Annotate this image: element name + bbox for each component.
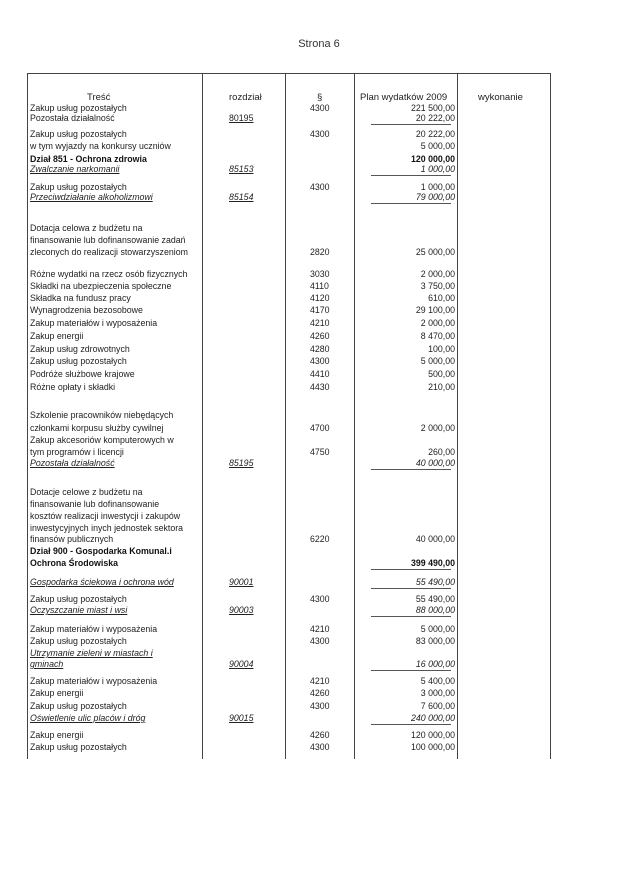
page-number: Strona 6 — [298, 38, 340, 50]
row-label: Zakup akcesoriów komputerowych w — [30, 435, 174, 445]
row-paragraph: 4280 — [310, 344, 330, 354]
row-paragraph: 4170 — [310, 305, 330, 315]
table-row — [27, 318, 551, 329]
row-amount: 1 000,00 — [420, 164, 455, 174]
row-section: 85153 — [229, 164, 254, 174]
table-row — [27, 499, 551, 510]
row-label: finansów publicznych — [30, 534, 114, 544]
row-amount: 8 470,00 — [420, 331, 455, 341]
row-paragraph: 4300 — [310, 742, 330, 752]
row-amount: 2 000,00 — [420, 318, 455, 328]
table-row — [27, 594, 551, 605]
table-row — [27, 247, 551, 258]
row-amount: 610,00 — [428, 293, 455, 303]
table-row — [27, 558, 551, 569]
row-amount: 100,00 — [428, 344, 455, 354]
table-row — [27, 164, 551, 175]
table-row — [27, 511, 551, 522]
row-amount: 120 000,00 — [410, 154, 455, 164]
table-row — [27, 281, 551, 292]
table-row — [27, 688, 551, 699]
row-paragraph: 4300 — [310, 182, 330, 192]
row-amount: 16 000,00 — [415, 659, 455, 669]
row-amount: 5 400,00 — [420, 676, 455, 686]
header-wykonanie: wykonanie — [478, 92, 523, 103]
table-row — [27, 369, 551, 380]
row-amount: 25 000,00 — [415, 247, 455, 257]
row-label: Składki na ubezpieczenia społeczne — [30, 281, 172, 291]
amount-underline — [371, 616, 451, 617]
row-paragraph: 6220 — [310, 534, 330, 544]
row-label: Zakup usług pozostałych — [30, 701, 127, 711]
row-label: Zwalczanie narkomanii — [30, 164, 120, 174]
table-row — [27, 344, 551, 355]
table-row — [27, 113, 551, 124]
row-amount: 5 000,00 — [420, 624, 455, 634]
row-label: Zakup energii — [30, 730, 84, 740]
header-paragraf: § — [317, 92, 323, 103]
row-label: Dział 851 - Ochrona zdrowia — [30, 154, 147, 164]
table-row — [27, 659, 551, 670]
row-paragraph: 4210 — [310, 624, 330, 634]
row-amount: 221 500,00 — [410, 103, 455, 113]
row-paragraph: 4300 — [310, 594, 330, 604]
table-row — [27, 293, 551, 304]
row-amount: 40 000,00 — [415, 458, 455, 468]
amount-underline — [371, 203, 451, 204]
row-section: 85154 — [229, 192, 254, 202]
row-paragraph: 4300 — [310, 356, 330, 366]
table-row — [27, 458, 551, 469]
row-paragraph: 4430 — [310, 382, 330, 392]
table-row — [27, 577, 551, 588]
table-row — [27, 331, 551, 342]
row-amount: 55 490,00 — [415, 577, 455, 587]
row-label: Zakup materiałów i wyposażenia — [30, 318, 158, 328]
row-label: Zakup usług pozostałych — [30, 129, 127, 139]
row-label: Zakup energii — [30, 688, 84, 698]
table-row — [27, 676, 551, 687]
table-row — [27, 534, 551, 545]
table-row — [27, 713, 551, 724]
row-amount: 260,00 — [428, 447, 455, 457]
row-label: zleconych do realizacji stowarzyszeniom — [30, 247, 188, 257]
table-row — [27, 192, 551, 203]
table-row — [27, 356, 551, 367]
row-label: Zakup usług zdrowotnych — [30, 344, 130, 354]
row-label: Pozostała działalność — [30, 113, 115, 123]
row-amount: 79 000,00 — [415, 192, 455, 202]
row-label: kosztów realizacji inwestycji i zakupów — [30, 511, 181, 521]
row-amount: 500,00 — [428, 369, 455, 379]
row-paragraph: 4120 — [310, 293, 330, 303]
row-amount: 40 000,00 — [415, 534, 455, 544]
row-label: Zakup materiałów i wyposażenia — [30, 624, 158, 634]
row-paragraph: 4260 — [310, 331, 330, 341]
row-paragraph: 4210 — [310, 676, 330, 686]
table-row — [27, 447, 551, 458]
amount-underline — [371, 469, 451, 470]
table-row — [27, 305, 551, 316]
row-label: Zakup energii — [30, 331, 84, 341]
row-amount: 1 000,00 — [420, 182, 455, 192]
header-rozdzial: rozdział — [229, 92, 262, 103]
table-row — [27, 546, 551, 557]
row-amount: 240 000,00 — [410, 713, 455, 723]
row-section: 90003 — [229, 605, 254, 615]
row-amount: 20 222,00 — [415, 129, 455, 139]
table-row — [27, 223, 551, 234]
row-amount: 88 000,00 — [415, 605, 455, 615]
row-paragraph: 4300 — [310, 103, 330, 113]
row-label: Utrzymanie zieleni w miastach i — [30, 648, 153, 658]
row-label: Przeciwdziałanie alkoholizmowi — [30, 192, 153, 202]
row-label: Szkolenie pracowników niebędących — [30, 410, 174, 420]
row-amount: 2 000,00 — [420, 269, 455, 279]
row-label: Podróże służbowe krajowe — [30, 369, 135, 379]
row-paragraph: 4410 — [310, 369, 330, 379]
table-row — [27, 648, 551, 659]
row-label: Wynagrodzenia bezosobowe — [30, 305, 143, 315]
table-row — [27, 701, 551, 712]
header-tresc: Treść — [87, 92, 111, 103]
row-amount: 3 750,00 — [420, 281, 455, 291]
amount-underline — [371, 670, 451, 671]
row-amount: 399 490,00 — [410, 558, 455, 568]
table-row — [27, 624, 551, 635]
row-label: Różne opłaty i składki — [30, 382, 116, 392]
row-label: Zakup usług pozostałych — [30, 594, 127, 604]
table-row — [27, 141, 551, 152]
row-label: Zakup materiałów i wyposażenia — [30, 676, 158, 686]
table-row — [27, 487, 551, 498]
row-paragraph: 2820 — [310, 247, 330, 257]
row-label: Dotacje celowe z budżetu na — [30, 487, 143, 497]
row-paragraph: 4300 — [310, 701, 330, 711]
row-amount: 5 000,00 — [420, 141, 455, 151]
row-label: Pozostała działalność — [30, 458, 115, 468]
table-row — [27, 410, 551, 421]
row-section: 85195 — [229, 458, 254, 468]
row-amount: 100 000,00 — [410, 742, 455, 752]
row-amount: 2 000,00 — [420, 423, 455, 433]
amount-underline — [371, 588, 451, 589]
row-label: gminach — [30, 659, 64, 669]
budget-table — [27, 73, 551, 759]
row-amount: 210,00 — [428, 382, 455, 392]
table-row — [27, 382, 551, 393]
row-section: 80195 — [229, 113, 254, 123]
table-row — [27, 742, 551, 753]
table-top-border — [27, 73, 551, 74]
row-label: członkami korpusu służby cywilnej — [30, 423, 164, 433]
row-paragraph: 4750 — [310, 447, 330, 457]
row-paragraph: 4700 — [310, 423, 330, 433]
row-amount: 83 000,00 — [415, 636, 455, 646]
row-section: 90004 — [229, 659, 254, 669]
row-label: Dotacja celowa z budżetu na — [30, 223, 143, 233]
table-row — [27, 423, 551, 434]
row-label: Zakup usług pozostałych — [30, 182, 127, 192]
row-label: Ochrona Środowiska — [30, 558, 118, 568]
row-label: Oczyszczanie miast i wsi — [30, 605, 128, 615]
row-paragraph: 4300 — [310, 636, 330, 646]
row-paragraph: 4210 — [310, 318, 330, 328]
table-row — [27, 730, 551, 741]
row-amount: 120 000,00 — [410, 730, 455, 740]
row-label: inwestycyjnych inych jednostek sektora — [30, 523, 184, 533]
row-label: Składka na fundusz pracy — [30, 293, 131, 303]
row-paragraph: 4260 — [310, 730, 330, 740]
row-section: 90015 — [229, 713, 254, 723]
table-row — [27, 523, 551, 534]
table-row — [27, 129, 551, 140]
header-plan: Plan wydatków 2009 — [360, 92, 448, 103]
row-label: Zakup usług pozostałych — [30, 636, 127, 646]
table-row — [27, 235, 551, 246]
row-label: Zakup usług pozostałych — [30, 356, 127, 366]
row-label: Zakup usług pozostałych — [30, 103, 127, 113]
row-label: Oświetlenie ulic placów i dróg — [30, 713, 146, 723]
row-paragraph: 4300 — [310, 129, 330, 139]
table-row — [27, 435, 551, 446]
row-amount: 55 490,00 — [415, 594, 455, 604]
row-label: tym programów i licencji — [30, 447, 124, 457]
row-label: Zakup usług pozostałych — [30, 742, 127, 752]
row-amount: 29 100,00 — [415, 305, 455, 315]
row-amount: 3 000,00 — [420, 688, 455, 698]
row-amount: 5 000,00 — [420, 356, 455, 366]
row-amount: 20 222,00 — [415, 113, 455, 123]
row-label: Gospodarka ściekowa i ochrona wód — [30, 577, 174, 587]
table-row — [27, 269, 551, 280]
row-label: finansowanie lub dofinansowanie zadań — [30, 235, 186, 245]
row-label: Różne wydatki na rzecz osób fizycznych — [30, 269, 188, 279]
amount-underline — [371, 175, 451, 176]
row-section: 90001 — [229, 577, 254, 587]
amount-underline — [371, 569, 451, 570]
table-row — [27, 605, 551, 616]
amount-underline — [371, 724, 451, 725]
row-paragraph: 4110 — [310, 281, 329, 291]
table-row — [27, 636, 551, 647]
row-amount: 7 600,00 — [420, 701, 455, 711]
row-label: finansowanie lub dofinansowanie — [30, 499, 160, 509]
row-paragraph: 3030 — [310, 269, 330, 279]
amount-underline — [371, 124, 451, 125]
row-paragraph: 4260 — [310, 688, 330, 698]
row-label: w tym wyjazdy na konkursy uczniów — [30, 141, 171, 151]
row-label: Dział 900 - Gospodarka Komunal.i — [30, 546, 172, 556]
